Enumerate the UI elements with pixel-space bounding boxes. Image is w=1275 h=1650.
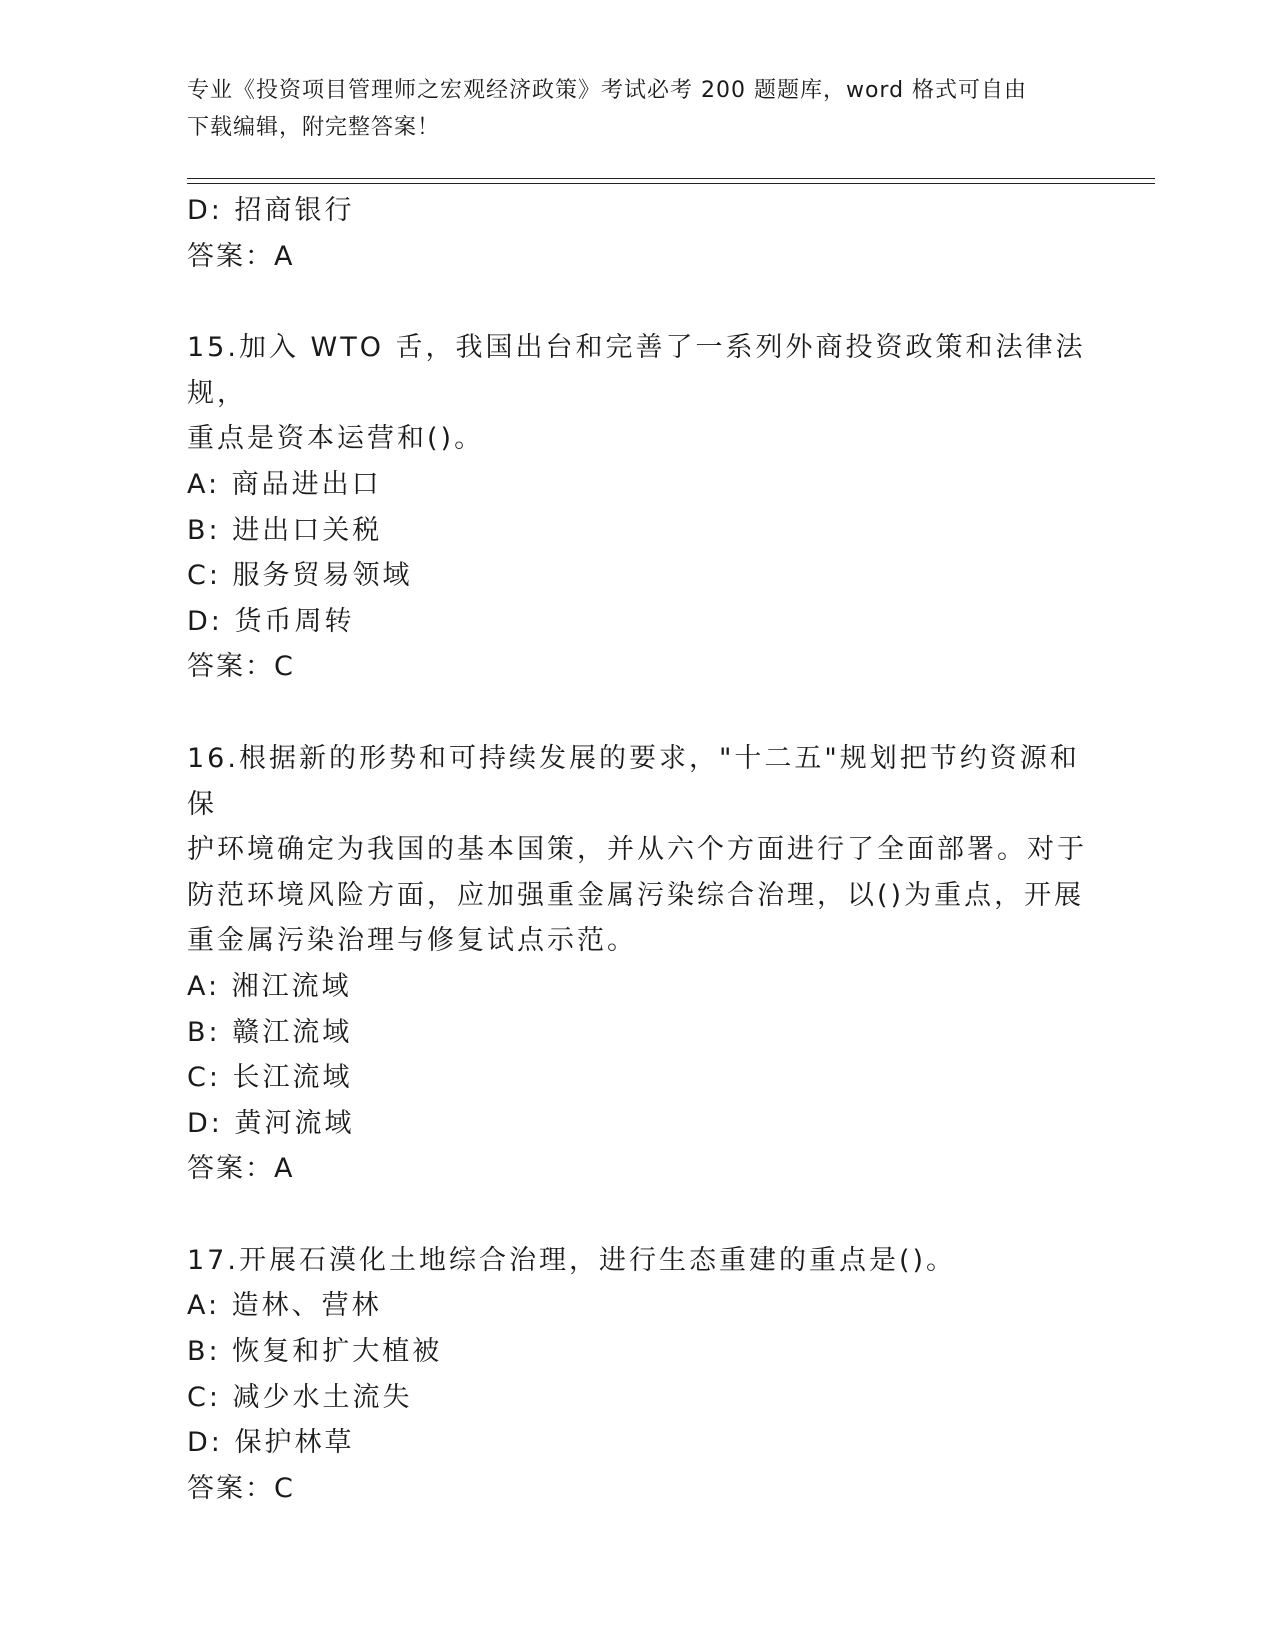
option-a: A: 商品进出口: [187, 468, 382, 500]
question-stem-line: 重点是资本运营和()。: [187, 423, 485, 455]
question-15: [187, 325, 1087, 690]
option-c: C: 减少水土流失: [187, 1381, 413, 1413]
option-b: B: 赣江流域: [187, 1016, 353, 1048]
header-line-1: 专业《投资项目管理师之宏观经济政策》考试必考 200 题题库，word 格式可自由: [187, 78, 1028, 103]
question-17: [187, 1238, 1087, 1512]
option-c: C: 服务贸易领域: [187, 560, 413, 592]
question-16: [187, 736, 1087, 1192]
header-line-2: 下载编辑，附完整答案！: [187, 115, 441, 140]
option-d: D: 货币周转: [187, 605, 355, 637]
previous-question-tail: [187, 188, 1087, 279]
answer-line: 答案：C: [187, 651, 295, 683]
question-stem-line: 16.根据新的形势和可持续发展的要求，"十二五"规划把节约资源和保: [187, 742, 1080, 820]
question-stem-line: 重金属污染治理与修复试点示范。: [187, 925, 637, 957]
option-d: D: 招商银行: [187, 195, 355, 226]
question-stem-line: 防范环境风险方面，应加强重金属污染综合治理，以()为重点，开展: [187, 879, 1085, 911]
answer-line: 答案：A: [187, 240, 295, 272]
option-a: A: 造林、营林: [187, 1290, 382, 1322]
option-b: B: 恢复和扩大植被: [187, 1336, 443, 1368]
option-c: C: 长江流域: [187, 1062, 353, 1094]
spacer: [187, 1192, 1087, 1238]
answer-line: 答案：A: [187, 1153, 295, 1185]
header-divider-top: [187, 178, 1155, 179]
document-body: [187, 188, 1087, 1511]
option-d: D: 保护林草: [187, 1427, 355, 1459]
option-d: D: 黄河流域: [187, 1107, 355, 1139]
option-a: A: 湘江流域: [187, 970, 352, 1002]
question-stem-line: 15.加入 WTO 舌，我国出台和完善了一系列外商投资政策和法律法规，: [187, 332, 1086, 409]
document-header: [187, 72, 1067, 146]
spacer: [187, 690, 1087, 736]
header-divider-bottom: [187, 183, 1155, 184]
spacer: [187, 279, 1087, 325]
answer-line: 答案：C: [187, 1472, 295, 1504]
question-stem-line: 护环境确定为我国的基本国策，并从六个方面进行了全面部署。对于: [187, 834, 1087, 866]
option-b: B: 进出口关税: [187, 514, 383, 546]
question-stem-line: 17.开展石漠化土地综合治理，进行生态重建的重点是()。: [187, 1244, 957, 1276]
